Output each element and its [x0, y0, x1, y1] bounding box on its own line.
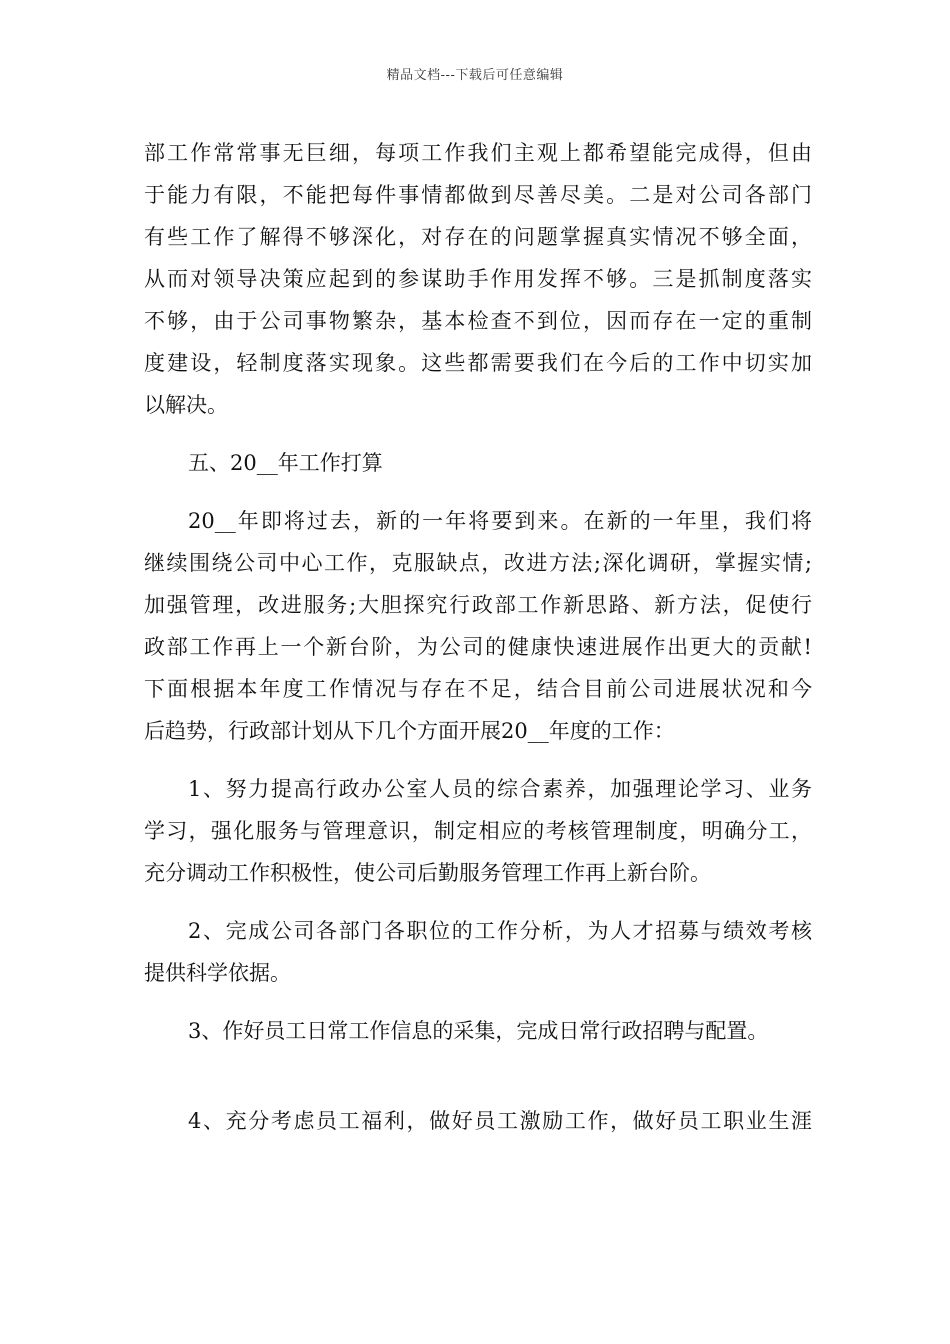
text-line: 后趋势，行政部计划从下几个方面开展20__年度的工作：: [144, 719, 675, 743]
section-heading: [144, 442, 812, 484]
text-line: 3、作好员工日常工作信息的采集，完成日常行政招聘与配置。: [188, 1019, 769, 1043]
text-line: 20__年即将过去，新的一年将要到来。在新的一年里，我们将: [188, 509, 812, 533]
document-body: [144, 132, 812, 1142]
text-line: 学习，强化服务与管理意识，制定相应的考核管理制度，明确分工，: [144, 819, 812, 843]
text-line: 部工作常常事无巨细，每项工作我们主观上都希望能完成得，但由: [144, 141, 812, 165]
text-line: 有些工作了解得不够深化，对存在的问题掌握真实情况不够全面，: [144, 225, 812, 249]
text-line: 4、充分考虑员工福利，做好员工激励工作，做好员工职业生涯: [188, 1109, 812, 1133]
text-line: 于能力有限，不能把每件事情都做到尽善尽美。二是对公司各部门: [144, 183, 812, 207]
list-item-2: [144, 910, 812, 994]
paragraph-plan-intro: [144, 500, 812, 752]
text-line: 2、完成公司各部门各职位的工作分析，为人才招募与绩效考核: [188, 919, 812, 943]
list-item-3: [144, 1010, 812, 1052]
paragraph-continuation: [144, 132, 812, 426]
page-header: 精品文档---下载后可任意编辑: [386, 68, 564, 83]
text-line: 继续围绕公司中心工作，克服缺点，改进方法;深化调研，掌握实情;: [144, 551, 812, 575]
list-item-4: [144, 1100, 812, 1142]
text-line: 度建设，轻制度落实现象。这些都需要我们在今后的工作中切实加: [144, 351, 812, 375]
text-line: 从而对领导决策应起到的参谋助手作用发挥不够。三是抓制度落实: [144, 267, 812, 291]
text-line: 提供科学依据。: [144, 961, 291, 985]
text-line: 下面根据本年度工作情况与存在不足，结合目前公司进展状况和今: [144, 677, 812, 701]
text-line: 不够，由于公司事物繁杂，基本检查不到位，因而存在一定的重制: [144, 309, 812, 333]
text-line: 政部工作再上一个新台阶，为公司的健康快速进展作出更大的贡献!: [144, 635, 812, 659]
list-item-1: [144, 768, 812, 894]
text-line: 加强管理，改进服务;大胆探究行政部工作新思路、新方法，促使行: [144, 593, 812, 617]
heading-text: 五、20__年工作打算: [188, 451, 383, 475]
text-line: 充分调动工作积极性，使公司后勤服务管理工作再上新台阶。: [144, 861, 711, 885]
text-line: 1、努力提高行政办公室人员的综合素养，加强理论学习、业务: [188, 777, 812, 801]
text-line: 以解决。: [144, 393, 228, 417]
